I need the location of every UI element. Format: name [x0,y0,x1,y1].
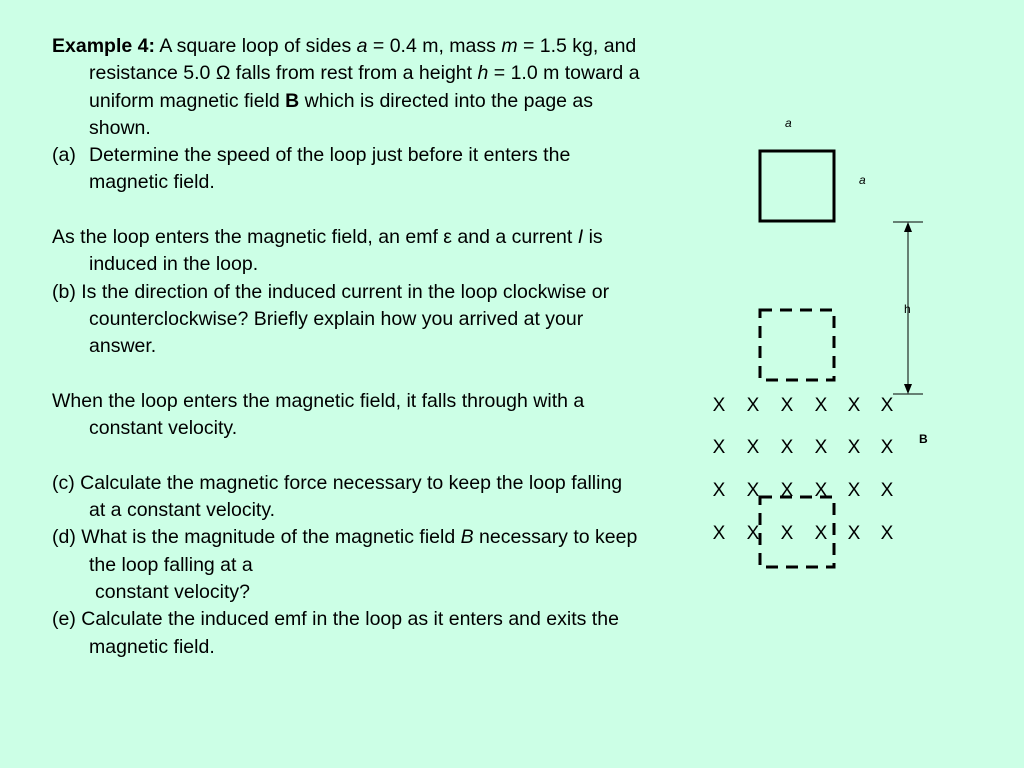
h-arrow-up [904,222,912,232]
label-a-side: a [859,173,866,187]
field-x-mark: X [712,437,726,458]
field-x-mark: X [746,480,760,501]
field-x-mark: X [880,395,894,416]
constant-velocity-statement: When the loop enters the magnetic field, it falls through with a constant velocity. [52,389,585,440]
magnetic-field-into-page [713,395,894,544]
problem-intro: Example 4: A square loop of sides a = 0.4 m, mass m = 1.5 kg, and resistance 5.0 Ω falls from rest from a height h = 1.0 m toward a uniform magnetic field B which is directed into the page as shown. [52,35,640,139]
field-x-mark: X [780,395,794,416]
example-label: Example 4: [52,35,155,57]
field-x-mark: X [880,523,894,544]
field-x-mark: X [814,395,828,416]
part-b: (b) Is the direction of the induced current in the loop clockwise or counterclockwise? Briefly explain how you arrived at your answer. [52,280,610,358]
field-x-mark: X [847,480,861,501]
field-x-mark: X [847,437,861,458]
field-x-mark: X [712,480,726,501]
part-e: (e) Calculate the induced emf in the loop as it enters and exits the magnetic field. [52,608,619,658]
field-x-mark: X [780,480,794,501]
field-x-mark: X [746,523,760,544]
field-x-mark: X [880,480,894,501]
emf-statement: As the loop enters the magnetic field, an emf ε and a current I is induced in the loop. [52,226,603,276]
part-a: (a) Determine the speed of the loop just before it enters the magnetic field. [52,144,571,194]
field-x-mark: X [814,523,828,544]
field-x-mark: X [746,395,760,416]
problem-text [52,33,642,661]
loop-initial [760,151,834,221]
field-x-mark: X [780,437,794,458]
loop-above-field [760,310,834,380]
h-arrow-down [904,384,912,394]
field-x-mark: X [814,437,828,458]
field-x-mark: X [814,480,828,501]
field-x-mark: X [880,437,894,458]
field-x-mark: X [847,395,861,416]
field-x-mark: X [847,523,861,544]
label-B: B [919,432,928,446]
label-h: h [904,302,911,316]
part-d-continued: constant velocity? [95,580,251,603]
part-d: (d) What is the magnitude of the magnetic field B necessary to keep the loop falling at a [52,526,638,576]
field-x-mark: X [712,523,726,544]
field-x-mark: X [746,437,760,458]
label-a-top: a [785,116,792,130]
field-x-mark: X [780,523,794,544]
field-x-mark: X [712,395,726,416]
part-c: (c) Calculate the magnetic force necessary to keep the loop falling at a constant velocity. [52,471,623,522]
loop-in-field [760,497,834,567]
